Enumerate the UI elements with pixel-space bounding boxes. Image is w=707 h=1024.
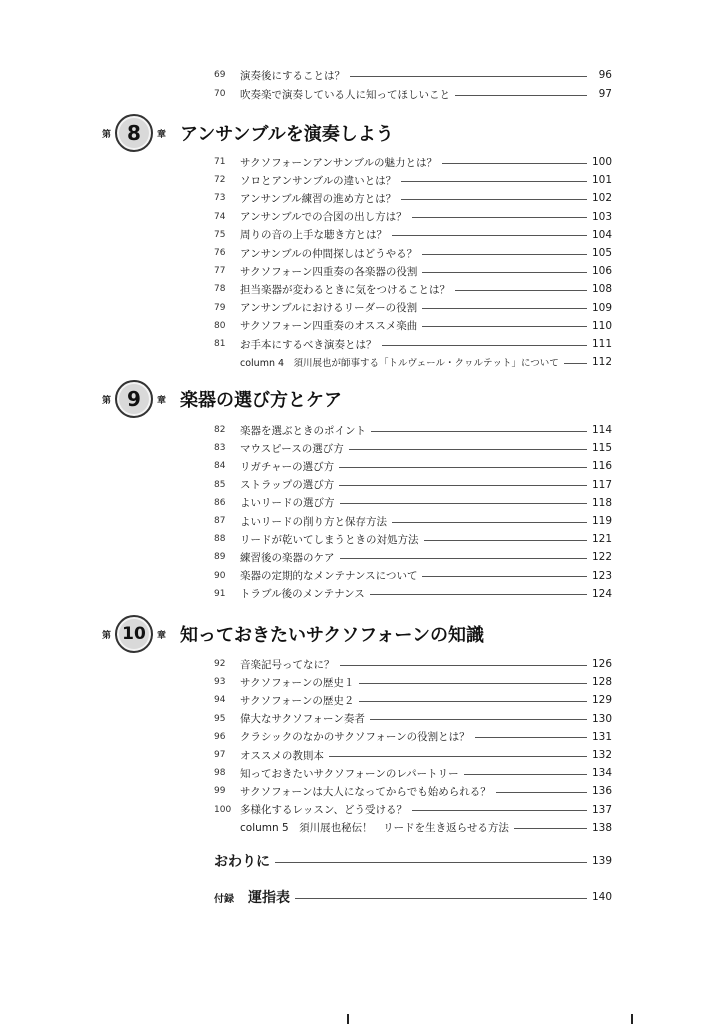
toc-entry[interactable] xyxy=(214,673,612,691)
leader-line xyxy=(422,254,587,255)
toc-entry[interactable] xyxy=(214,512,612,530)
toc-entry[interactable] xyxy=(214,189,612,207)
entry-title: サクソフォーン四重奏のオススメ楽曲 xyxy=(240,320,418,333)
entry-title: column 5 須川展也秘伝！ リードを生き返らせる方法 xyxy=(240,822,509,835)
entry-title: サクソフォーンは大人になってからでも始められる？ xyxy=(240,785,491,798)
entry-title: サクソフォーンの歴史２ xyxy=(240,694,355,707)
entry-number: 95 xyxy=(214,713,226,724)
toc-entry[interactable] xyxy=(214,353,612,371)
entry-page: 108 xyxy=(591,283,612,296)
chapter-10-heading[interactable] xyxy=(102,614,484,654)
toc-closing[interactable] xyxy=(214,850,612,872)
leader-line xyxy=(412,217,587,218)
entry-number: 86 xyxy=(214,497,226,508)
entry-title: リガチャーの選び方 xyxy=(240,460,335,473)
entry-number: 77 xyxy=(214,266,226,277)
chapter-suffix: 章 xyxy=(157,395,167,406)
leader-line xyxy=(275,862,587,863)
entry-title: マウスピースの選び方 xyxy=(240,442,344,455)
crop-mark xyxy=(347,1014,349,1024)
leader-line xyxy=(340,558,587,559)
entry-title: よいリードの削り方と保存方法 xyxy=(240,515,387,528)
chapter-prefix: 第 xyxy=(102,129,112,140)
toc-entry[interactable] xyxy=(214,567,612,585)
toc-entry[interactable] xyxy=(214,421,612,439)
entry-title: トラブル後のメンテナンス xyxy=(240,588,365,601)
chapter-number: 10 xyxy=(122,624,146,644)
entry-title: 楽器の定期的なメンテナンスについて xyxy=(240,570,418,583)
toc-entry[interactable] xyxy=(214,439,612,457)
leader-line xyxy=(422,326,587,327)
entry-page: 115 xyxy=(591,442,612,455)
toc-entry[interactable] xyxy=(214,299,612,317)
entry-title: 演奏後にすることは？ xyxy=(240,69,345,82)
entry-page: 100 xyxy=(591,156,612,168)
toc-entry[interactable] xyxy=(214,655,612,673)
leader-line xyxy=(340,503,587,504)
toc-entry[interactable] xyxy=(214,244,612,262)
entry-page: 109 xyxy=(591,301,612,314)
leader-line xyxy=(422,576,587,577)
entry-page: 123 xyxy=(591,569,612,582)
chapter-suffix: 章 xyxy=(157,630,167,641)
chapter-prefix: 第 xyxy=(102,395,112,406)
entry-page: 130 xyxy=(591,712,612,725)
leader-line xyxy=(424,540,587,541)
entry-number: 99 xyxy=(214,786,226,797)
toc-entry[interactable] xyxy=(214,153,612,171)
chapter-number: 8 xyxy=(127,121,141,145)
entry-page: 131 xyxy=(591,730,612,743)
chapter-number-badge xyxy=(115,615,153,653)
entry-title: 吹奏楽で演奏している人に知ってほしいこと xyxy=(240,88,450,101)
entry-number: 73 xyxy=(214,193,226,204)
leader-line xyxy=(401,181,587,182)
entry-title: 周りの音の上手な聴き方とは？ xyxy=(240,229,387,242)
toc-appendix[interactable] xyxy=(214,886,612,908)
chapter-number-badge xyxy=(115,380,153,418)
entry-page: 96 xyxy=(598,69,612,81)
entry-title: サクソフォーンの歴史１ xyxy=(240,676,355,689)
toc-entry[interactable] xyxy=(214,280,612,298)
entry-page: 97 xyxy=(598,88,612,100)
leader-line xyxy=(359,683,587,684)
entry-page: 132 xyxy=(591,749,612,761)
entry-page: 121 xyxy=(591,533,612,546)
toc-entry[interactable] xyxy=(214,476,612,494)
toc-entry[interactable] xyxy=(214,548,612,566)
leader-line xyxy=(371,431,587,432)
entry-number: 83 xyxy=(214,443,226,454)
leader-line xyxy=(349,449,587,450)
entry-page: 111 xyxy=(591,338,612,350)
entry-number: 94 xyxy=(214,695,226,706)
entry-page: 110 xyxy=(591,319,612,332)
entry-page: 114 xyxy=(591,424,612,436)
entry-title: リードが乾いてしまうときの対処方法 xyxy=(240,533,419,546)
leader-line xyxy=(412,810,587,811)
toc-entry[interactable] xyxy=(214,457,612,475)
entry-title: オススメの教則本 xyxy=(240,749,324,762)
entry-title: column 4 須川展也が師事する「トルヴェール・クヮルテット」について xyxy=(240,358,559,370)
entry-page: 119 xyxy=(591,515,612,527)
toc-entry[interactable] xyxy=(214,171,612,189)
entry-number: 97 xyxy=(214,750,226,760)
leader-line xyxy=(295,898,587,899)
appendix-prefix: 付録 xyxy=(214,893,234,905)
leader-line xyxy=(350,76,587,77)
entry-number: 87 xyxy=(214,516,226,526)
entry-number: 88 xyxy=(214,534,226,545)
leader-line xyxy=(392,235,587,236)
toc-entry[interactable] xyxy=(214,801,612,819)
chapter-number: 9 xyxy=(127,387,141,411)
entry-page: 112 xyxy=(591,356,612,369)
entry-page: 122 xyxy=(591,551,612,564)
entry-number: 96 xyxy=(214,731,226,742)
toc-entry[interactable] xyxy=(214,746,612,764)
leader-line xyxy=(329,756,587,757)
entry-page: 117 xyxy=(591,478,612,491)
entry-title: アンサンブルの仲間探しはどうやる？ xyxy=(240,247,418,260)
toc-entry[interactable] xyxy=(214,819,612,837)
entry-number: 79 xyxy=(214,302,226,313)
toc-entry[interactable] xyxy=(214,85,612,103)
entry-title: 担当楽器が変わるときに気をつけることは？ xyxy=(240,283,450,296)
entry-page: 102 xyxy=(591,192,612,205)
entry-title: アンサンブル練習の進め方とは？ xyxy=(240,192,397,205)
entry-number: 98 xyxy=(214,768,226,779)
entry-page: 126 xyxy=(591,658,612,670)
toc-entry[interactable] xyxy=(214,317,612,335)
entry-title: 練習後の楽器のケア xyxy=(240,551,335,564)
entry-page: 137 xyxy=(591,803,612,816)
leader-line xyxy=(422,272,587,273)
chapter-suffix: 章 xyxy=(157,129,167,140)
entry-title: 偉大なサクソフォーン奏者 xyxy=(240,713,365,726)
entry-title: よいリードの選び方 xyxy=(240,497,335,510)
entry-number: 76 xyxy=(214,248,226,258)
toc-entry[interactable] xyxy=(214,208,612,226)
entry-number: 78 xyxy=(214,284,226,295)
closing-page: 139 xyxy=(591,855,612,867)
entry-number: 85 xyxy=(214,479,226,490)
leader-line xyxy=(359,701,587,702)
leader-line xyxy=(340,665,587,666)
entry-number: 89 xyxy=(214,552,226,563)
entry-title: お手本にするべき演奏とは？ xyxy=(240,338,377,351)
entry-title: サクソフォーン四重奏の各楽器の役割 xyxy=(240,265,418,278)
entry-title: 知っておきたいサクソフォーンのレパートリー xyxy=(240,767,459,780)
entry-number: 74 xyxy=(214,211,226,222)
chapter-title: 知っておきたいサクソフォーンの知識 xyxy=(180,625,485,646)
entry-title: ストラップの選び方 xyxy=(240,479,335,492)
leader-line xyxy=(370,594,587,595)
leader-line xyxy=(339,467,587,468)
leader-line xyxy=(496,792,587,793)
chapter-8-heading[interactable] xyxy=(102,113,394,153)
entry-number: 80 xyxy=(214,320,226,331)
leader-line xyxy=(442,163,587,164)
entry-number: 84 xyxy=(214,461,226,472)
entry-title: ソロとアンサンブルの違いとは？ xyxy=(240,174,397,187)
entry-title: 音楽記号ってなに？ xyxy=(240,658,335,671)
entry-number: 91 xyxy=(214,588,226,599)
entry-page: 105 xyxy=(591,247,612,259)
toc-entry[interactable] xyxy=(214,530,612,548)
crop-mark xyxy=(631,1014,633,1024)
leader-line xyxy=(382,345,587,346)
entry-title: 多様化するレッスン、どう受ける？ xyxy=(240,804,408,817)
leader-line xyxy=(370,719,587,720)
toc-entry[interactable] xyxy=(214,335,612,353)
entry-page: 118 xyxy=(591,496,612,509)
entry-title: アンサンブルでの合図の出し方は？ xyxy=(240,211,407,224)
chapter-title: 楽器の選び方とケア xyxy=(180,390,343,411)
entry-number: 75 xyxy=(214,229,226,240)
leader-line xyxy=(455,95,587,96)
entry-page: 128 xyxy=(591,676,612,689)
leader-line xyxy=(401,199,587,200)
entry-number: 100 xyxy=(214,804,232,815)
toc-entry[interactable] xyxy=(214,710,612,728)
entry-number: 93 xyxy=(214,677,226,688)
leader-line xyxy=(564,363,587,364)
entry-number: 70 xyxy=(214,89,226,99)
entry-page: 116 xyxy=(591,460,612,473)
leader-line xyxy=(464,774,587,775)
entry-number: 69 xyxy=(214,70,226,80)
entry-number: 82 xyxy=(214,425,226,435)
toc-entry[interactable] xyxy=(214,764,612,782)
entry-title: アンサンブルにおけるリーダーの役割 xyxy=(240,302,418,315)
leader-line xyxy=(475,737,587,738)
entry-page: 106 xyxy=(591,265,612,278)
chapter-prefix: 第 xyxy=(102,630,112,641)
entry-number: 81 xyxy=(214,339,226,349)
toc-entry[interactable] xyxy=(214,226,612,244)
chapter-title: アンサンブルを演奏しよう xyxy=(180,124,394,145)
entry-page: 138 xyxy=(591,821,612,834)
leader-line xyxy=(422,308,587,309)
entry-page: 134 xyxy=(591,767,612,780)
entry-number: 72 xyxy=(214,175,226,186)
leader-line xyxy=(339,485,587,486)
entry-title: 楽器を選ぶときのポイント xyxy=(240,424,366,437)
chapter-number-badge xyxy=(115,114,153,152)
appendix-title: 運指表 xyxy=(248,890,290,906)
entry-page: 124 xyxy=(591,587,612,600)
closing-title: おわりに xyxy=(214,854,270,870)
chapter-9-heading[interactable] xyxy=(102,379,342,419)
entry-title: サクソフォーンアンサンブルの魅力とは？ xyxy=(240,156,437,169)
toc-entry[interactable] xyxy=(214,494,612,512)
toc-entry[interactable] xyxy=(214,585,612,603)
toc-entry[interactable] xyxy=(214,66,612,84)
toc-entry[interactable] xyxy=(214,728,612,746)
toc-entry[interactable] xyxy=(214,262,612,280)
leader-line xyxy=(514,828,587,829)
appendix-page: 140 xyxy=(591,891,612,903)
toc-entry[interactable] xyxy=(214,782,612,800)
entry-page: 136 xyxy=(591,785,612,798)
entry-page: 104 xyxy=(591,228,612,241)
entry-number: 90 xyxy=(214,570,226,581)
leader-line xyxy=(455,290,587,291)
entry-page: 129 xyxy=(591,694,612,707)
entry-title: クラシックのなかのサクソフォーンの役割とは？ xyxy=(240,731,470,744)
entry-page: 103 xyxy=(591,210,612,223)
toc-entry[interactable] xyxy=(214,691,612,709)
entry-number: 92 xyxy=(214,659,226,669)
leader-line xyxy=(392,522,587,523)
entry-page: 101 xyxy=(591,174,612,187)
entry-number: 71 xyxy=(214,157,226,167)
